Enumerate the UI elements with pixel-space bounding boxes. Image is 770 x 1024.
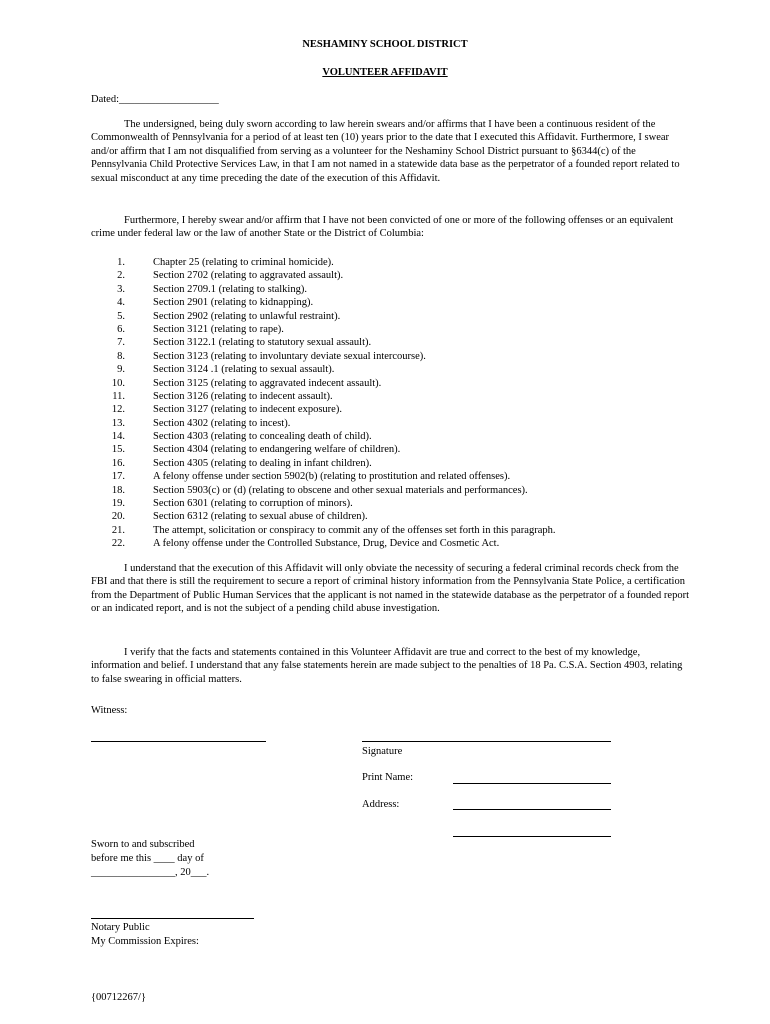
sworn-line-1: Sworn to and subscribed (91, 839, 195, 850)
list-item: 13. Section 4302 (relating to incest). (111, 417, 291, 429)
witness-signature-line[interactable] (91, 741, 266, 742)
list-item: 4. Section 2901 (relating to kidnapping). (117, 297, 314, 309)
list-item: 1. Chapter 25 (relating to criminal homicide). (117, 257, 334, 268)
list-item: 19. Section 6301 (relating to corruption of minors). (111, 498, 353, 510)
district-name: NESHAMINY SCHOOL DISTRICT (302, 39, 468, 50)
list-item: 22. A felony offense under the Controlled Substance, Drug, Device and Cosmetic Act. (111, 538, 500, 550)
verification-paragraph (91, 646, 691, 686)
list-item: 15. Section 4304 (relating to endangering welfare of children). (111, 444, 401, 456)
offenses-intro-text: Furthermore, I hereby swear and/or affirm that I have not been convicted of one or more of the following offenses or an equivalent crime under federal law or the law of another State or the District of Columbia: (91, 215, 674, 240)
notary-signature-line[interactable] (91, 918, 254, 919)
print-name-field[interactable] (453, 783, 611, 784)
signature-line[interactable] (362, 741, 611, 742)
list-item: 12. Section 3127 (relating to indecent exposure). (111, 404, 342, 416)
list-item: 11. Section 3126 (relating to indecent assault). (112, 390, 333, 402)
list-item: 17. A felony offense under section 5902(b) (relating to prostitution and related offenses). (111, 471, 511, 483)
document-title: VOLUNTEER AFFIDAVIT (322, 67, 448, 78)
dated-field[interactable]: Dated:___________________ (91, 94, 219, 105)
list-item: 16. Section 4305 (relating to dealing in infant children). (111, 457, 372, 469)
offenses-intro-paragraph (91, 214, 691, 241)
commission-expires-label: My Commission Expires: (91, 936, 199, 947)
list-item: 3. Section 2709.1 (relating to stalking). (117, 283, 307, 295)
list-item: 9. Section 3124 .1 (relating to sexual assault). (117, 364, 335, 376)
residency-paragraph (91, 118, 691, 185)
list-item: 21. The attempt, solicitation or conspiracy to commit any of the offenses set forth in this paragraph. (111, 524, 556, 536)
notary-public-label: Notary Public (91, 922, 150, 933)
address-label: Address: (362, 799, 400, 810)
document-id: {00712267/} (91, 992, 146, 1003)
address-field-line-1[interactable] (453, 809, 611, 810)
offenses-list (91, 256, 691, 551)
sworn-line-2[interactable]: before me this ____ day of (91, 853, 204, 864)
sworn-line-3[interactable]: ________________, 20___. (91, 867, 210, 878)
background-check-text: I understand that the execution of this Affidavit will only obviate the necessity of securing a federal criminal records check from the FBI and that there is still the requirement to secure a report of criminal history information from the Pennsylvania State Police, a certification from the Department of Public Human Services that the applicant is not named in the statewide database as the perpetrator of a founded report or an indicated report, and is not the subject of a pending child abuse investigation. (91, 563, 690, 615)
address-field-line-2[interactable] (453, 836, 611, 837)
list-item: 20. Section 6312 (relating to sexual abuse of children). (111, 511, 368, 523)
list-item: 18. Section 5903(c) or (d) (relating to obscene and other sexual materials and performances). (111, 484, 528, 496)
list-item: 10. Section 3125 (relating to aggravated indecent assault). (111, 377, 382, 389)
list-item: 8. Section 3123 (relating to involuntary deviate sexual intercourse). (117, 350, 426, 362)
witness-label: Witness: (91, 705, 128, 716)
list-item: 5. Section 2902 (relating to unlawful restraint). (117, 310, 341, 322)
list-item: 14. Section 4303 (relating to concealing death of child). (111, 431, 372, 443)
list-item: 2. Section 2702 (relating to aggravated assault). (117, 270, 344, 282)
print-name-label: Print Name: (362, 772, 414, 783)
list-item: 7. Section 3122.1 (relating to statutory sexual assault). (117, 337, 372, 349)
verification-text: I verify that the facts and statements contained in this Volunteer Affidavit are true and correct to the best of my knowledge, information and belief. I understand that any false statements herein are made subject to the penalties of 18 Pa. C.S.A. Section 4903, relating to false swearing in official matters. (91, 647, 683, 685)
residency-text: The undersigned, being duly sworn according to law herein swears and/or affirms that I have been a continuous resident of the Commonwealth of Pennsylvania for a period of at least ten (10) years prior to the date that I executed this Affidavit. Furthermore, I swear and/or affirm that I am not disqualified from serving as a volunteer for the Neshaminy School District pursuant to §6344(c) of the Pennsylvania Child Protective Services Law, in that I am not named in a statewide data base as the perpetrator of a founded report related to sexual misconduct at any time preceding the date of the execution of this Affidavit. (91, 119, 680, 184)
signature-label: Signature (362, 746, 403, 757)
list-item: 6. Section 3121 (relating to rape). (117, 323, 284, 335)
background-check-paragraph (91, 562, 691, 616)
